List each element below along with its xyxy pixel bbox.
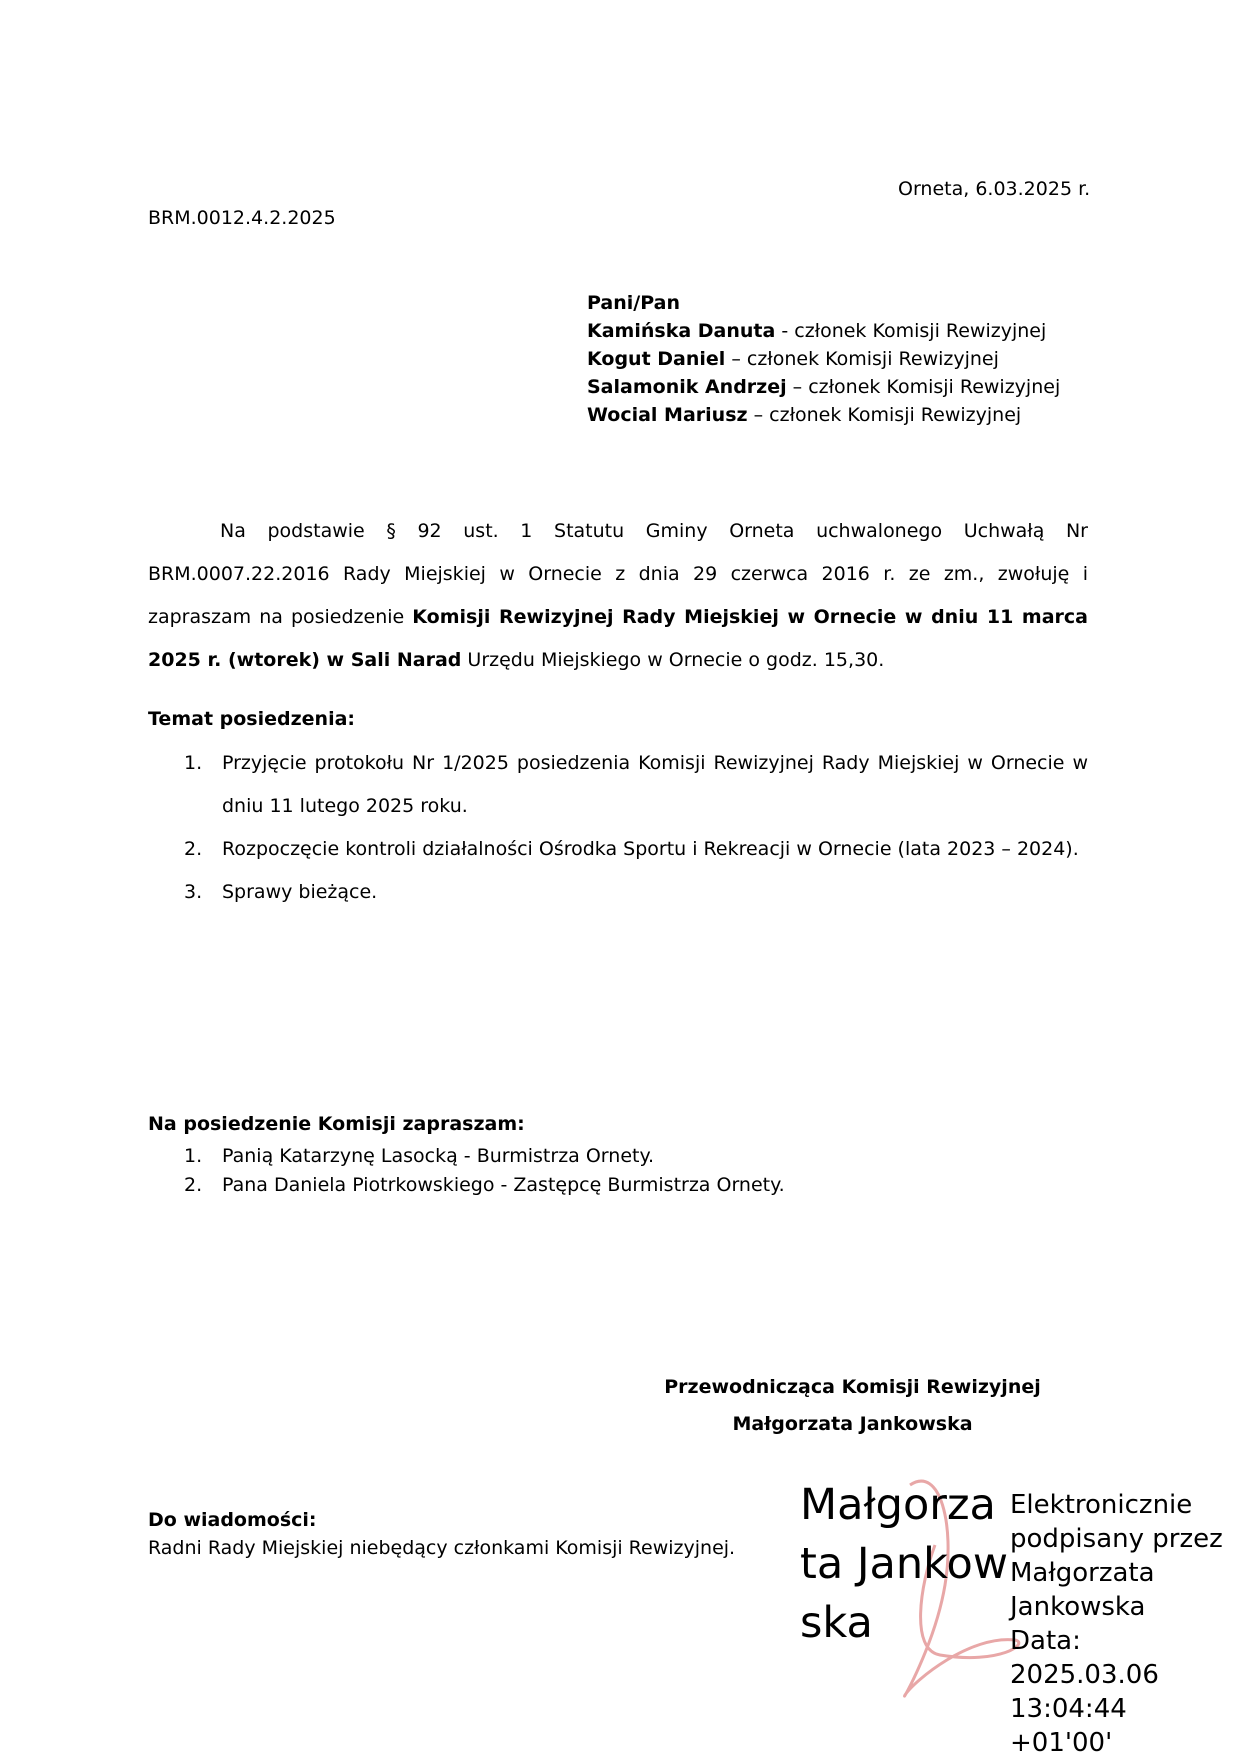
agenda-text: Sprawy bieżące. — [222, 881, 378, 903]
invitees-title: Na posiedzenie Komisji zapraszam: — [148, 1113, 525, 1135]
invitee-number: 1. — [184, 1145, 203, 1167]
cc-text: Radni Rady Miejskiej niebędący członkami Komisji Rewizyjnej. — [148, 1537, 736, 1559]
paragraph-text-end: Urzędu Miejskiego w Ornecie o godz. 15,30. — [461, 649, 885, 671]
agenda-item — [148, 828, 1088, 871]
member-line — [587, 345, 1060, 373]
invitee-text: Panią Katarzynę Lasocką - Burmistrza Ornety. — [222, 1145, 655, 1167]
agenda-list — [148, 742, 1088, 914]
signature-detail-line: podpisany przez — [1010, 1524, 1223, 1554]
invitees-list — [148, 1142, 848, 1200]
member-line — [587, 317, 1060, 345]
member-name: Salamonik Andrzej — [587, 376, 787, 398]
chair-title: Przewodnicząca Komisji Rewizyjnej — [664, 1376, 1041, 1398]
signature-detail-line: 13:04:44 +01'00' — [1010, 1694, 1127, 1758]
member-line — [587, 401, 1060, 429]
agenda-number: 3. — [184, 881, 203, 903]
addressee-block — [587, 289, 1060, 429]
digital-signature-details — [1010, 1488, 1230, 1760]
member-name: Wocial Mariusz — [587, 404, 748, 426]
agenda-item — [148, 871, 1088, 914]
reference-number: BRM.0012.4.2.2025 — [148, 207, 336, 229]
member-name: Kamińska Danuta — [587, 320, 776, 342]
agenda-item — [148, 742, 1088, 828]
invitee-text: Pana Daniela Piotrkowskiego - Zastępcę Burmistrza Ornety. — [222, 1174, 785, 1196]
salutation: Pani/Pan — [587, 292, 680, 314]
agenda-number: 2. — [184, 838, 203, 860]
invitee-item — [148, 1171, 848, 1200]
digital-signature-name: Małgorzata Jankowska — [800, 1480, 1009, 1648]
agenda-title: Temat posiedzenia: — [148, 708, 356, 730]
member-role: – członek Komisji Rewizyjnej — [747, 404, 1022, 426]
member-role: – członek Komisji Rewizyjnej — [725, 348, 999, 370]
member-name: Kogut Daniel — [587, 348, 726, 370]
signature-detail-line: Małgorzata — [1010, 1558, 1155, 1588]
document-date: Orneta, 6.03.2025 r. — [898, 178, 1091, 200]
chair-name: Małgorzata Jankowska — [732, 1413, 973, 1435]
chair-signature-block — [640, 1369, 1065, 1443]
member-line — [587, 373, 1060, 401]
member-role: – członek Komisji Rewizyjnej — [786, 376, 1061, 398]
paragraph-text: Na podstawie § 92 ust. 1 Statutu Gminy Orneta uchwalonego Uchwałą Nr BRM.0007.22.2016 Rady Miejskiej w Ornecie z dnia 29 czerwca 2016 r. ze zm., zwołuję i zapraszam na posiedzenie — [148, 520, 1088, 628]
signature-detail-line: Jankowska — [1010, 1592, 1146, 1622]
signature-detail-line: Elektronicznie — [1010, 1490, 1193, 1520]
member-role: - członek Komisji Rewizyjnej — [775, 320, 1047, 342]
signature-detail-line: Data: 2025.03.06 — [1010, 1626, 1159, 1690]
paragraph-bold-text: Komisji Rewizyjnej Rady Miejskiej w Ornecie w dniu 11 marca 2025 r. (wtorek) w Sali Narad — [148, 606, 1089, 671]
invitee-number: 2. — [184, 1174, 203, 1196]
agenda-text: Przyjęcie protokołu Nr 1/2025 posiedzenia Komisji Rewizyjnej Rady Miejskiej w Ornecie w dniu 11 lutego 2025 roku. — [222, 752, 1088, 817]
main-paragraph — [148, 510, 1088, 682]
cc-title: Do wiadomości: — [148, 1509, 317, 1531]
agenda-text: Rozpoczęcie kontroli działalności Ośrodka Sportu i Rekreacji w Ornecie (lata 2023 – 2024). — [222, 838, 1079, 860]
agenda-number: 1. — [184, 752, 203, 774]
invitee-item — [148, 1142, 848, 1171]
